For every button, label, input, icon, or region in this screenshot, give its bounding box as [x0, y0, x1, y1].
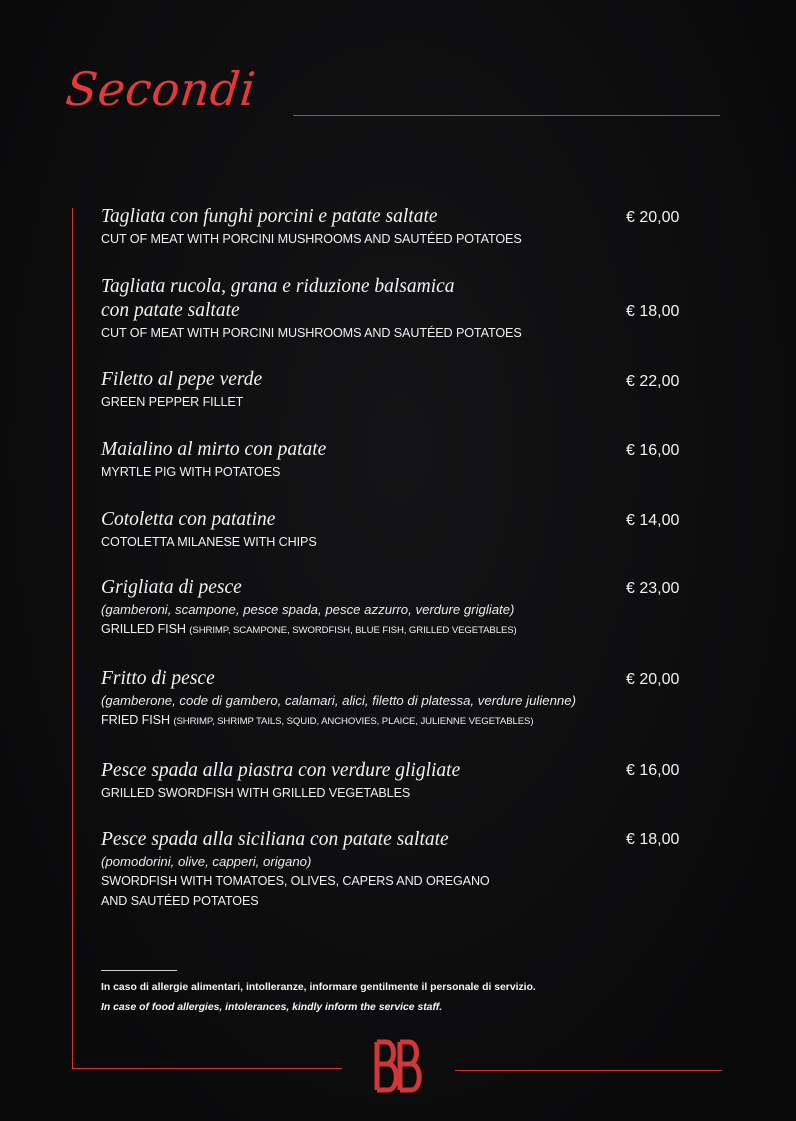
item-price: € 18,00 [626, 303, 680, 320]
menu-item [101, 667, 691, 732]
item-price: € 18,00 [626, 831, 680, 848]
item-name: Maialino al mirto con patate [101, 439, 327, 460]
item-description: (pomodorini, olive, capperi, origano) [101, 854, 312, 869]
footer-divider-left [72, 1068, 342, 1069]
item-english: COTOLETTA MILANESE WITH CHIPS [101, 535, 317, 549]
item-price: € 14,00 [626, 512, 680, 529]
item-price: € 23,00 [626, 580, 680, 597]
item-english: MYRTLE PIG WITH POTATOES [101, 465, 281, 479]
item-english-main: GRILLED FISH [101, 622, 186, 636]
allergy-note-english: In case of food allergies, intolerances, kindly inform the service staff. [101, 1002, 443, 1013]
item-english [101, 619, 691, 641]
item-english: GREEN PEPPER FILLET [101, 395, 244, 409]
title-divider [293, 115, 720, 116]
footer-divider-right [455, 1070, 722, 1071]
item-name-line1: Tagliata rucola, grana e riduzione balsamica [101, 276, 455, 297]
item-description: (gamberone, code di gambero, calamari, alici, filetto di platessa, verdure julienne) [101, 693, 576, 708]
item-english: CUT OF MEAT WITH PORCINI MUSHROOMS AND SAUTÉED POTATOES [101, 232, 522, 246]
allergy-note-italian: In caso di allergie alimentari, intolleranze, informare gentilmente il personale di servizio. [101, 982, 536, 993]
bb-monogram-icon [370, 1038, 424, 1094]
item-price: € 20,00 [626, 209, 680, 226]
item-description: (gamberoni, scampone, pesce spada, pesce azzurro, verdure grigliate) [101, 602, 515, 617]
notes-divider [101, 970, 177, 971]
item-price: € 20,00 [626, 671, 680, 688]
item-english-detail: (SHRIMP, SHRIMP TAILS, SQUID, ANCHOVIES, PLAICE, JULIENNE VEGETABLES) [173, 716, 534, 727]
item-english-main: FRIED FISH [101, 713, 170, 727]
section-title: Secondi [63, 62, 259, 116]
item-name: Cotoletta con patatine [101, 509, 276, 530]
item-name: Fritto di pesce [101, 668, 215, 689]
menu-item [101, 205, 691, 249]
item-price: € 22,00 [626, 373, 680, 390]
item-english-detail: (SHRIMP, SCAMPONE, SWORDFISH, BLUE FISH, GRILLED VEGETABLES) [189, 625, 517, 636]
left-border-line [72, 208, 73, 1068]
item-price: € 16,00 [626, 442, 680, 459]
menu-item [101, 759, 691, 803]
item-name-line2: con patate saltate [101, 300, 240, 321]
menu-item [101, 508, 691, 552]
menu-item [101, 275, 691, 343]
item-name: Pesce spada alla siciliana con patate saltate [101, 829, 449, 850]
item-english: CUT OF MEAT WITH PORCINI MUSHROOMS AND SAUTÉED POTATOES [101, 326, 522, 340]
menu-item [101, 368, 691, 412]
item-price: € 16,00 [626, 762, 680, 779]
item-english-line2: AND SAUTÉED POTATOES [101, 894, 259, 908]
item-name: Filetto al pepe verde [101, 369, 263, 390]
item-name: Pesce spada alla piastra con verdure gligliate [101, 760, 461, 781]
item-name: Tagliata con funghi porcini e patate saltate [101, 206, 438, 227]
menu-item [101, 576, 691, 641]
item-name: Grigliata di pesce [101, 577, 242, 598]
menu-item [101, 438, 691, 482]
item-english: GRILLED SWORDFISH WITH GRILLED VEGETABLES [101, 786, 411, 800]
item-english-line1: SWORDFISH WITH TOMATOES, OLIVES, CAPERS AND OREGANO [101, 874, 490, 888]
menu-item [101, 828, 691, 911]
item-english [101, 710, 691, 732]
